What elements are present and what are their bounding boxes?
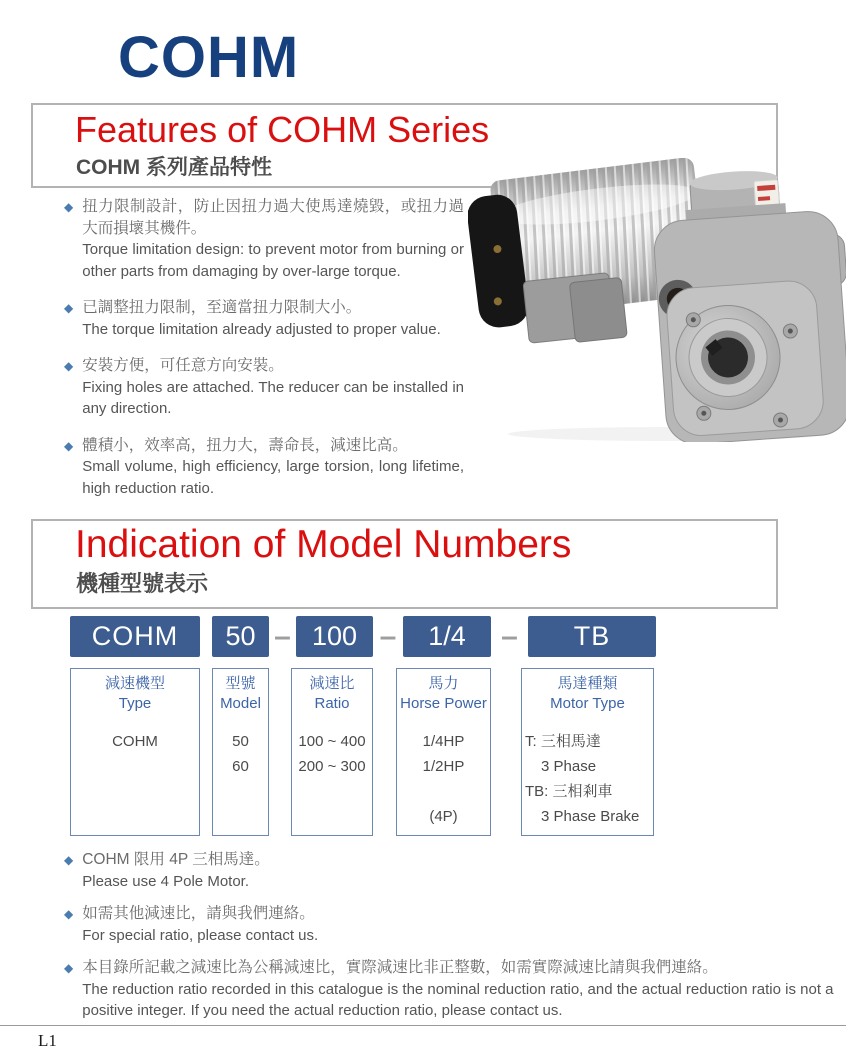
legend-line: 3 Phase Brake — [541, 808, 640, 825]
bullet-en: Torque limitation design: to prevent motor from burning or other parts from damaging by over-large torque. — [82, 241, 464, 280]
legend-header-zh: 減速比 — [309, 675, 355, 692]
legend-line: T: 三相馬達 — [525, 733, 601, 750]
legend-box — [291, 668, 373, 836]
indication-title-zh: 機種型號表示 — [76, 571, 209, 596]
features-title-zh: COHM 系列產品特性 — [76, 156, 272, 179]
bullet-text — [82, 903, 836, 946]
bullet-zh: COHM 限用 4P 三相馬達。 — [82, 851, 270, 868]
model-segment-100: 100 — [296, 616, 373, 657]
indication-section-box — [31, 519, 778, 609]
bullet-item — [64, 297, 464, 340]
diamond-bullet-icon: ◆ — [64, 438, 74, 453]
bullet-zh: 安裝方便，可任意方向安裝。 — [82, 357, 284, 374]
features-title-en: Features of COHM Series — [75, 109, 490, 150]
bullet-en: For special ratio, please contact us. — [82, 926, 319, 944]
bullet-text — [82, 355, 464, 420]
bullet-en: The torque limitation already adjusted to proper value. — [82, 320, 441, 338]
bullet-en: Please use 4 Pole Motor. — [82, 872, 249, 890]
legend-line: 50 — [232, 733, 249, 750]
legend-header-en: Type — [118, 695, 152, 712]
model-segment-cohm: COHM — [70, 616, 200, 657]
model-segment-50: 50 — [212, 616, 269, 657]
legend-values — [213, 729, 268, 779]
diamond-bullet-icon: ◆ — [64, 907, 74, 921]
diamond-bullet-icon: ◆ — [64, 853, 74, 867]
bullet-zh: 如需其他減速比，請與我們連絡。 — [82, 905, 315, 922]
bullet-zh: 本目錄所記載之減速比為公稱減速比，實際減速比非正整數，如需實際減速比請與我們連絡。 — [82, 959, 718, 976]
legend-header — [292, 669, 372, 714]
bullet-item — [64, 196, 464, 282]
legend-line: 100 ~ 400 — [298, 733, 366, 750]
bullet-item — [64, 903, 836, 946]
legend-header — [213, 669, 268, 714]
notes-list — [64, 849, 836, 1033]
legend-values — [397, 729, 490, 829]
bullet-item — [64, 435, 464, 500]
bullet-text — [82, 297, 464, 340]
legend-header — [397, 669, 490, 714]
diamond-bullet-icon: ◆ — [64, 301, 74, 315]
legend-header-en: Motor Type — [550, 695, 625, 712]
diamond-bullet-icon: ◆ — [64, 359, 74, 373]
legend-box — [521, 668, 654, 836]
bullet-zh: 已調整扭力限制，至適當扭力限制大小。 — [82, 299, 362, 316]
brand-title: COHM — [118, 25, 300, 90]
bullet-zh: 體積小，效率高，扭力大，壽命長，減速比高。 — [82, 436, 408, 454]
bullet-text — [82, 957, 836, 1022]
legend-line: (4P) — [429, 808, 458, 825]
legend-header-en: Horse Power — [400, 695, 487, 712]
legend-line: TB: 三相剎車 — [525, 783, 613, 800]
legend-values — [292, 729, 372, 779]
legend-box — [396, 668, 491, 836]
legend-line: 1/2HP — [422, 758, 465, 775]
legend-box — [70, 668, 200, 836]
legend-values — [71, 729, 199, 754]
legend-header — [71, 669, 199, 714]
bullet-item — [64, 957, 836, 1022]
legend-header-zh: 型號 — [225, 675, 256, 692]
legend-values — [522, 729, 653, 829]
legend-header — [522, 669, 653, 714]
legend-line — [397, 779, 490, 804]
gear-motor-photo — [468, 158, 846, 442]
model-dash: – — [501, 619, 518, 653]
bullet-item — [64, 849, 836, 892]
legend-line: 60 — [232, 758, 249, 775]
legend-header-en: Ratio — [314, 695, 350, 712]
bullet-text — [82, 435, 464, 500]
model-segment-tb: TB — [528, 616, 656, 657]
legend-line: 1/4HP — [422, 733, 465, 750]
bullet-en: Fixing holes are attached. The reducer can be installed in any direction. — [82, 378, 464, 417]
model-code-row — [70, 616, 656, 657]
bullet-item — [64, 355, 464, 420]
legend-line: COHM — [112, 733, 158, 750]
legend-box — [212, 668, 269, 836]
model-segment-1-4: 1/4 — [403, 616, 491, 657]
bullet-en: The reduction ratio recorded in this catalogue is the nominal reduction ratio, and the actual reduction ratio is not a positive integer. If you need the actual reduction ratio, please contact us. — [82, 980, 834, 1019]
diamond-bullet-icon: ◆ — [64, 200, 74, 214]
legend-header-zh: 馬達種類 — [557, 675, 618, 692]
legend-line: 3 Phase — [541, 758, 597, 775]
legend-header-zh: 馬力 — [428, 675, 459, 692]
bullet-zh: 扭力限制設計，防止因扭力過大使馬達燒毀，或扭力過大而損壞其機件。 — [82, 198, 464, 237]
features-list — [64, 196, 464, 514]
model-legend-row — [70, 668, 654, 836]
bullet-text — [82, 196, 464, 282]
diamond-bullet-icon: ◆ — [64, 961, 74, 975]
footer-rule — [0, 1025, 846, 1026]
bullet-en: Small volume, high efficiency, large torsion, long lifetime, high reduction ratio. — [82, 458, 464, 497]
model-dash: – — [379, 619, 397, 653]
indication-title-en: Indication of Model Numbers — [75, 523, 572, 566]
legend-header-zh: 減速機型 — [104, 675, 165, 692]
model-dash: – — [274, 619, 291, 653]
page-number-label: L1 — [38, 1031, 57, 1050]
legend-header-en: Model — [220, 695, 261, 712]
bullet-text — [82, 849, 836, 892]
legend-line: 200 ~ 300 — [298, 758, 366, 775]
